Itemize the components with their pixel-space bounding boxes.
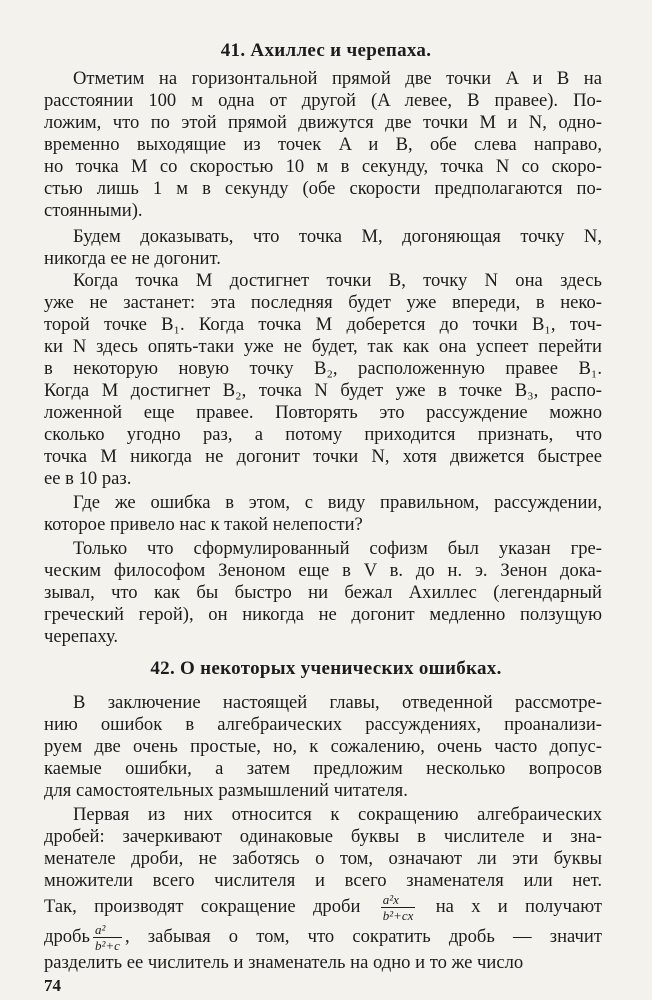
text-line: Где же ошибка в этом, с виду правильном, рассуждении, (73, 492, 602, 513)
text-line: Будем доказывать, что точка M, догоняющая точку N, (73, 226, 603, 247)
text-fragment: , забывая о том, что сократить дробь — значит (124, 926, 602, 947)
text-line: В заключение настоящей главы, отведенной рассмотре- (73, 692, 602, 713)
text-line: сколько угодно раз, а потому приходится признать, что (44, 424, 602, 445)
text-line-fraction-2 (44, 922, 602, 952)
text-line: расстоянии 100 м одна от другой (A левее, B правее). По- (44, 90, 602, 111)
text-line: но точка M со скоростью 10 м в секунду, точка N со скоро- (44, 156, 602, 177)
fraction-a2x-over-b2cx (381, 892, 416, 923)
text-line: никогда ее не догонит. (44, 248, 221, 269)
fraction-a2-over-b2c (93, 922, 122, 953)
text-line: торой точке B₁. Когда точка M доберется до точки B₁, точ- (44, 314, 602, 335)
text-line: которое привело нас к такой нелепости? (44, 514, 363, 535)
text-line: менателе дроби, не заботясь о том, означают ли эти буквы (44, 848, 602, 869)
text-line: множители всего числителя и всего знаменателя или нет. (44, 870, 602, 891)
text-line: ложенной еще правее. Повторять это рассуждение можно (44, 402, 602, 423)
text-line: уже не застанет: эта последняя будет уже впереди, в неко- (44, 292, 602, 313)
text-line: зывал, что как бы быстро ни бежал Ахиллес (легендарный (44, 582, 602, 603)
text-line: временно выходящие из точек A и B, обе слева направо, (44, 134, 602, 155)
text-line: Когда точка M достигнет точки B, точку N она здесь (73, 270, 602, 291)
text-line: ческим философом Зеноном еще в V в. до н. э. Зенон дока- (44, 560, 602, 581)
text-line: ложим, что по этой прямой движутся две точки M и N, одно- (44, 112, 602, 133)
text-line: для самостоятельных размышлений читателя. (44, 780, 408, 801)
text-line: точка M никогда не догонит точки N, хотя движется быстрее (44, 446, 602, 467)
fraction-denominator: b²+c (95, 938, 120, 954)
page-number: 74 (44, 976, 61, 995)
fraction-numerator: a² (93, 922, 122, 938)
text-fragment: дробь (44, 926, 90, 947)
text-line: ее в 10 раз. (44, 468, 132, 489)
text-line: разделить ее числитель и знаменатель на одно и то же число (44, 952, 524, 973)
text-line: дробей: зачеркивают одинаковые буквы в числителе и зна- (44, 826, 602, 847)
text-line-fraction-1 (44, 890, 602, 924)
text-line: в некоторую новую точку B₂, расположенную правее B₁. (44, 358, 602, 379)
fraction-numerator: a²x (381, 892, 416, 908)
section-title-42: 42. О некоторых ученических ошибках. (150, 658, 502, 679)
text-line: черепаху. (44, 626, 119, 647)
text-line: Отметим на горизонтальной прямой две точки A и B на (73, 68, 602, 89)
text-line: Только что сформулированный софизм был указан гре- (73, 538, 602, 559)
text-fragment: Так, производят сокращение дроби (44, 896, 361, 917)
text-line: руем две очень простые, но, к сожалению, очень часто допус- (44, 736, 602, 757)
text-line: стоянными). (44, 200, 143, 221)
text-fragment: на x и получают (435, 896, 602, 917)
text-line: греческий герой), он никогда не догонит медленно ползущую (44, 604, 602, 625)
section-title-41: 41. Ахиллес и черепаха. (220, 40, 432, 61)
text-line: Когда M достигнет B₂, точка N будет уже в точке B₃, распо- (44, 380, 602, 401)
fraction-denominator: b²+cx (382, 908, 414, 924)
text-line: Первая из них относится к сокращению алгебраических (73, 804, 602, 825)
text-line: стью лишь 1 м в секунду (обе скорости предполагаются по- (44, 178, 602, 199)
text-line: каемые ошибки, а затем предложим несколько вопросов (44, 758, 602, 779)
text-line: нию ошибок в алгебраических рассуждениях, проанализи- (44, 714, 602, 735)
text-line: ки N здесь опять-таки уже не будет, так как она успеет перейти (44, 336, 602, 357)
